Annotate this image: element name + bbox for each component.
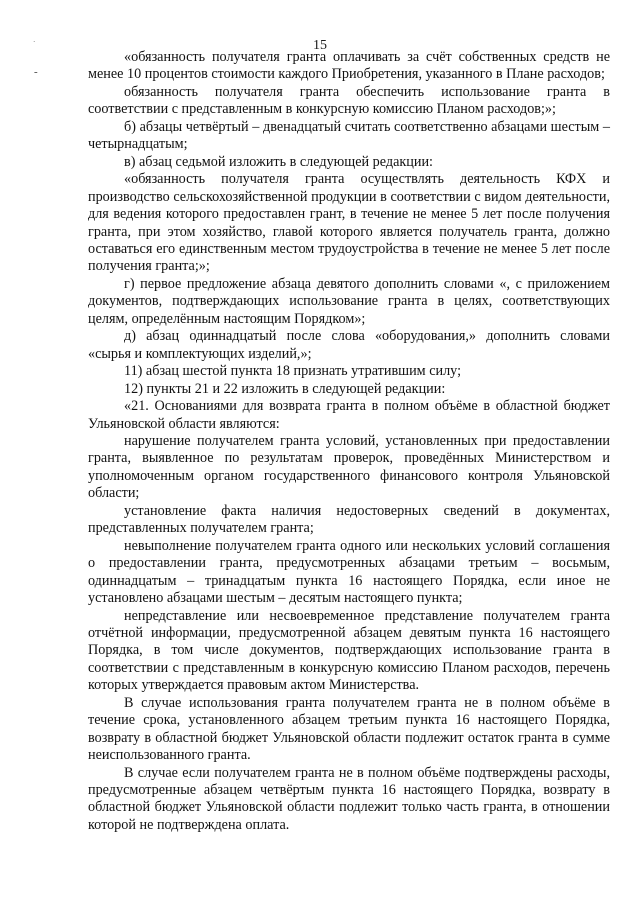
paragraph: установление факта наличия недостоверных сведений в документах, представленных получателем гранта; xyxy=(88,502,610,537)
paragraph: г) первое предложение абзаца девятого дополнить словами «, с приложением документов, подтверждающих использование гранта в целях, соответствующих целям, определённым настоящим Порядком»; xyxy=(88,275,610,327)
paragraph: б) абзацы четвёртый – двенадцатый считать соответственно абзацами шестым – четырнадцатым; xyxy=(88,118,610,153)
margin-mark: - xyxy=(34,66,38,78)
page-number: 15 xyxy=(313,38,327,53)
paragraph: нарушение получателем гранта условий, установленных при предоставлении гранта, выявленное по результатам проверок, проведённых Министерством и уполномоченным органом государственного финансового контроля Ульяновской области; xyxy=(88,432,610,502)
paragraph: «21. Основаниями для возврата гранта в полном объёме в областной бюджет Ульяновской области являются: xyxy=(88,398,610,432)
paragraph: В случае использования гранта получателем гранта не в полном объёме в течение срока, установленного абзацем третьим пункта 16 настоящего Порядка, возврату в областной бюджет Ульяновской области подлежит остаток гранта в сумме неиспользованного гранта. xyxy=(88,694,610,764)
paragraph: «обязанность получателя гранта осуществлять деятельность КФХ и производство сельскохозяйственной продукции в соответствии с видом деятельности, для ведения которого предоставлен грант, в течение не менее 5 лет после получения гранта, при этом хозяйство, главой которого является получатель гранта, должно оставаться его единственным местом трудоустройства в течение не менее 5 лет после получения гранта;»; xyxy=(88,171,610,275)
paragraph: обязанность получателя гранта обеспечить использование гранта в соответствии с представленным в конкурсную комиссию Планом расходов;»; xyxy=(88,83,610,118)
paragraph: 11) абзац шестой пункта 18 признать утратившим силу; xyxy=(124,363,462,380)
paragraph: непредставление или несвоевременное представление получателем гранта отчётной информации, предусмотренной абзацем девятым пункта 16 настоящего Порядка, в том числе документов, подтверждающих использование гранта в соответствии с представленным в конкурсную комиссию Планом расходов, перечень которых утверждается правовым актом Министерства. xyxy=(88,607,610,694)
paragraph: в) абзац седьмой изложить в следующей редакции: xyxy=(124,153,433,170)
paragraph: «обязанность получателя гранта оплачивать за счёт собственных средств не менее 10 процентов стоимости каждого Приобретения, указанного в Плане расходов; xyxy=(88,49,610,83)
body-text xyxy=(88,49,610,834)
paragraph: д) абзац одиннадцатый после слова «оборудования,» дополнить словами «сырья и комплектующих изделий,»; xyxy=(88,328,610,362)
paragraph: 12) пункты 21 и 22 изложить в следующей редакции: xyxy=(124,380,446,397)
paragraph: невыполнение получателем гранта одного или нескольких условий соглашения о предоставлении гранта, предусмотренных абзацами третьим – восьмым, одиннадцатым – тринадцатым пункта 16 настоящего Порядка, если иное не установлено абзацами шестым – десятым настоящего пункта; xyxy=(88,537,610,607)
paragraph: В случае если получателем гранта не в полном объёме подтверждены расходы, предусмотренные абзацем четвёртым пункта 16 настоящего Порядка, возврату в областной бюджет Ульяновской области подлежит только часть гранта, в отношении которой не подтверждена оплата. xyxy=(88,764,610,833)
margin-mark: · xyxy=(33,38,36,46)
